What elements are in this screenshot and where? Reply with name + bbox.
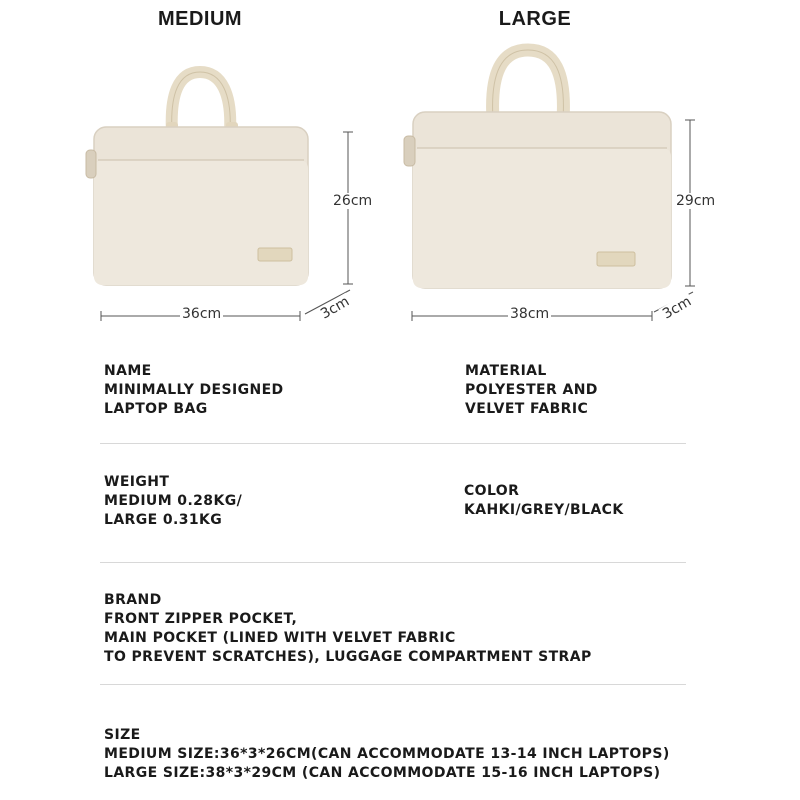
spec-name-line: LAPTOP BAG [104,401,208,417]
spec-brand-line: TO PREVENT SCRATCHES), LUGGAGE COMPARTMENT STRAP [104,649,592,665]
large-depth-label: 3cm [660,293,695,323]
spec-material-heading: MATERIAL [465,363,547,379]
spec-name-heading: NAME [104,363,152,379]
medium-width-label: 36cm [182,306,222,322]
spec-weight-line: MEDIUM 0.28KG/ [104,493,243,509]
divider [100,684,686,685]
spec-size [104,726,670,783]
divider [100,562,686,563]
spec-weight-heading: WEIGHT [104,474,170,490]
medium-height-label: 26cm [333,193,373,209]
spec-color-heading: COLOR [464,483,520,499]
spec-brand-heading: BRAND [104,592,162,608]
spec-size-line: MEDIUM SIZE:36*3*26CM(CAN ACCOMMODATE 13-14 INCH LAPTOPS) [104,746,670,762]
divider [100,443,686,444]
spec-name [104,362,284,419]
spec-weight [104,473,242,530]
large-width-label: 38cm [510,306,550,322]
spec-material-line: POLYESTER AND [465,382,598,398]
medium-size-title: MEDIUM [157,8,243,30]
spec-weight-line: LARGE 0.31KG [104,512,223,528]
spec-material-line: VELVET FABRIC [465,401,589,417]
medium-bag-image [86,72,308,285]
spec-color [464,482,624,520]
spec-size-line: LARGE SIZE:38*3*29CM (CAN ACCOMMODATE 15-16 INCH LAPTOPS) [104,765,661,781]
spec-brand-line: MAIN POCKET (LINED WITH VELVET FABRIC [104,630,456,646]
medium-depth-label: 3cm [318,293,353,323]
spec-name-line: MINIMALLY DESIGNED [104,382,284,398]
spec-size-heading: SIZE [104,727,141,743]
spec-material [465,362,598,419]
spec-brand-line: FRONT ZIPPER POCKET, [104,611,298,627]
large-bag-image [404,50,671,288]
large-size-title: LARGE [498,8,572,30]
large-height-label: 29cm [676,193,716,209]
spec-brand [104,591,592,667]
spec-color-line: KAHKI/GREY/BLACK [464,502,624,518]
product-figure [0,0,800,340]
